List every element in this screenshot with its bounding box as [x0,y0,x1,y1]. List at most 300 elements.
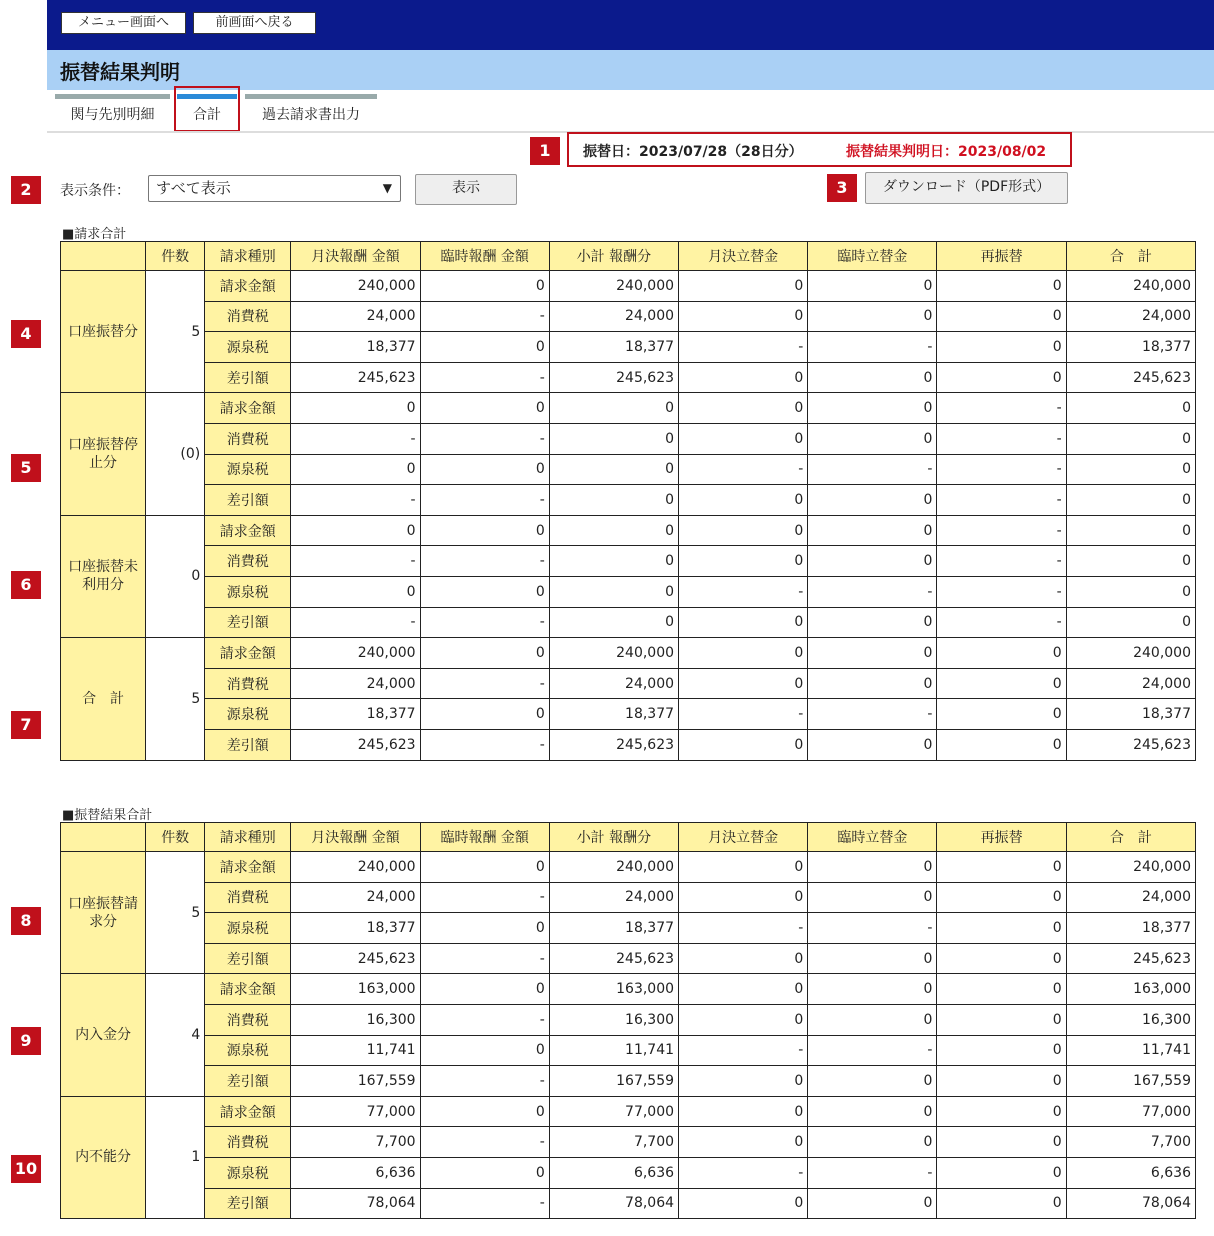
value-cell: - [679,1157,808,1188]
table-row [61,423,1196,454]
value-cell: 245,623 [1066,729,1195,760]
value-cell: 0 [679,423,808,454]
value-cell: 0 [679,1066,808,1097]
value-cell: 0 [679,852,808,883]
value-cell: 0 [1066,485,1195,516]
column-header: 件数 [146,242,205,271]
value-cell: 0 [679,301,808,332]
row-type: 源泉税 [205,1035,291,1066]
page-title: 振替結果判明 [60,60,180,84]
transfer-total-title: ■振替結果合計 [62,808,153,823]
value-cell: 0 [549,607,678,638]
value-cell: - [808,576,937,607]
value-cell: - [937,607,1066,638]
value-cell: 167,559 [291,1066,420,1097]
row-type: 源泉税 [205,454,291,485]
table-row [61,1188,1196,1219]
value-cell: 0 [679,668,808,699]
value-cell: 0 [808,852,937,883]
column-header: 臨時立替金 [808,242,937,271]
value-cell: 18,377 [1066,699,1195,730]
group-label: 口座振替停止分 [61,393,146,515]
value-cell: 0 [937,668,1066,699]
table-row [61,1066,1196,1097]
value-cell: 0 [1066,423,1195,454]
marker-5: 5 [11,454,41,482]
value-cell: 24,000 [549,882,678,913]
value-cell: 163,000 [549,974,678,1005]
value-cell: 6,636 [549,1157,678,1188]
marker-8: 8 [11,907,41,935]
table-row [61,852,1196,883]
value-cell: - [808,1035,937,1066]
table-row [61,515,1196,546]
value-cell: 16,300 [1066,1004,1195,1035]
value-cell: - [291,607,420,638]
group-label: 内入金分 [61,974,146,1096]
value-cell: 0 [937,1157,1066,1188]
menu-screen-button[interactable]: メニュー画面へ [61,12,186,34]
value-cell: - [679,913,808,944]
value-cell: 0 [1066,454,1195,485]
value-cell: - [937,393,1066,424]
row-type: 請求金額 [205,271,291,302]
chevron-down-icon: ▼ [382,181,392,195]
column-header: 臨時立替金 [808,823,937,852]
highlight-total-tab [174,86,240,132]
value-cell: 0 [679,638,808,669]
value-cell: 0 [808,1066,937,1097]
value-cell: - [937,576,1066,607]
value-cell: 24,000 [1066,882,1195,913]
back-button[interactable]: 前画面へ戻る [193,12,316,34]
row-type: 差引額 [205,729,291,760]
table-row [61,607,1196,638]
row-type: 源泉税 [205,699,291,730]
value-cell: 0 [937,1035,1066,1066]
group-count: 0 [146,515,205,637]
value-cell: 0 [937,699,1066,730]
value-cell: - [679,332,808,363]
value-cell: 0 [1066,576,1195,607]
table-row [61,362,1196,393]
value-cell: - [420,1066,549,1097]
value-cell: - [808,454,937,485]
value-cell: 7,700 [1066,1127,1195,1158]
download-pdf-button[interactable]: ダウンロード（PDF形式） [865,172,1068,204]
row-type: 源泉税 [205,332,291,363]
row-type: 消費税 [205,423,291,454]
row-type: 差引額 [205,1188,291,1219]
tab-total[interactable]: 合計 [177,94,237,131]
value-cell: 18,377 [291,913,420,944]
value-cell: 163,000 [291,974,420,1005]
select-value: すべて表示 [156,179,231,197]
value-cell: - [420,668,549,699]
row-type: 差引額 [205,943,291,974]
value-cell: 6,636 [291,1157,420,1188]
value-cell: - [937,515,1066,546]
value-cell: 0 [808,362,937,393]
value-cell: - [808,1157,937,1188]
value-cell: 0 [420,638,549,669]
value-cell: 0 [291,393,420,424]
transfer-date: 振替日：2023/07/28（28日分） [583,144,803,160]
value-cell: 0 [679,393,808,424]
value-cell: 6,636 [1066,1157,1195,1188]
value-cell: 0 [1066,515,1195,546]
table-row [61,882,1196,913]
row-type: 消費税 [205,301,291,332]
value-cell: - [679,454,808,485]
value-cell: 0 [937,943,1066,974]
group-count: 5 [146,638,205,760]
value-cell: 0 [1066,393,1195,424]
value-cell: 11,741 [549,1035,678,1066]
group-label: 口座振替分 [61,271,146,393]
value-cell: 18,377 [549,913,678,944]
table-row [61,943,1196,974]
value-cell: 24,000 [291,882,420,913]
table-row [61,974,1196,1005]
table-row [61,576,1196,607]
value-cell: 77,000 [1066,1096,1195,1127]
value-cell: 0 [679,546,808,577]
value-cell: 7,700 [549,1127,678,1158]
value-cell: 24,000 [291,668,420,699]
value-cell: 0 [420,1035,549,1066]
table-row [61,1004,1196,1035]
row-type: 消費税 [205,1004,291,1035]
value-cell: 0 [937,913,1066,944]
value-cell: 0 [420,515,549,546]
display-condition-select[interactable] [148,175,401,202]
value-cell: 0 [549,485,678,516]
value-cell: 24,000 [291,301,420,332]
row-type: 源泉税 [205,913,291,944]
value-cell: 0 [808,393,937,424]
value-cell: - [937,423,1066,454]
value-cell: 0 [808,668,937,699]
value-cell: 0 [808,1004,937,1035]
value-cell: 77,000 [291,1096,420,1127]
value-cell: 0 [808,882,937,913]
value-cell: 0 [679,271,808,302]
value-cell: 24,000 [1066,668,1195,699]
value-cell: 163,000 [1066,974,1195,1005]
value-cell: 0 [937,1066,1066,1097]
value-cell: 0 [420,974,549,1005]
column-header: 再振替 [937,242,1066,271]
filter-label: 表示条件： [60,183,130,199]
value-cell: 0 [679,1188,808,1219]
billing-total-title: ■請求合計 [62,227,127,242]
value-cell: 0 [420,1096,549,1127]
value-cell: 0 [808,974,937,1005]
value-cell: 0 [679,515,808,546]
table-row [61,668,1196,699]
table-row [61,546,1196,577]
value-cell: - [420,882,549,913]
value-cell: 0 [420,271,549,302]
row-type: 消費税 [205,668,291,699]
row-type: 消費税 [205,546,291,577]
row-type: 消費税 [205,1127,291,1158]
billing-total-table [60,241,1196,761]
value-cell: - [420,729,549,760]
value-cell: 0 [420,576,549,607]
value-cell: 24,000 [1066,301,1195,332]
column-header: 再振替 [937,823,1066,852]
header-blank [61,242,146,271]
value-cell: 0 [937,1004,1066,1035]
value-cell: 240,000 [291,271,420,302]
value-cell: 0 [420,1157,549,1188]
value-cell: 78,064 [1066,1188,1195,1219]
column-header: 請求種別 [205,242,291,271]
value-cell: 0 [549,546,678,577]
value-cell: 0 [937,882,1066,913]
value-cell: - [808,332,937,363]
value-cell: 240,000 [549,852,678,883]
value-cell: 0 [937,1096,1066,1127]
value-cell: 0 [420,852,549,883]
value-cell: 0 [1066,546,1195,577]
table-row [61,699,1196,730]
value-cell: 0 [808,729,937,760]
value-cell: - [420,943,549,974]
value-cell: 18,377 [1066,913,1195,944]
value-cell: 0 [937,852,1066,883]
table-row [61,1096,1196,1127]
value-cell: 0 [808,271,937,302]
value-cell: 0 [937,301,1066,332]
value-cell: - [679,1035,808,1066]
column-header: 小計 報酬分 [549,242,678,271]
column-header: 月決立替金 [679,242,808,271]
marker-7: 7 [11,711,41,739]
value-cell: 0 [808,1096,937,1127]
value-cell: 0 [549,515,678,546]
value-cell: 240,000 [291,638,420,669]
marker-1: 1 [530,137,560,165]
value-cell: 0 [549,454,678,485]
value-cell: 0 [808,607,937,638]
column-header: 月決立替金 [679,823,808,852]
value-cell: 240,000 [291,852,420,883]
value-cell: 167,559 [1066,1066,1195,1097]
value-cell: 0 [937,638,1066,669]
value-cell: 0 [808,301,937,332]
value-cell: 18,377 [549,332,678,363]
row-type: 源泉税 [205,1157,291,1188]
value-cell: 245,623 [549,943,678,974]
row-type: 請求金額 [205,1096,291,1127]
value-cell: 18,377 [549,699,678,730]
show-button[interactable]: 表示 [415,174,517,205]
value-cell: 240,000 [1066,638,1195,669]
row-type: 差引額 [205,485,291,516]
value-cell: - [420,423,549,454]
row-type: 源泉税 [205,576,291,607]
value-cell: 0 [679,943,808,974]
value-cell: 0 [679,1127,808,1158]
table-row [61,1035,1196,1066]
value-cell: 18,377 [291,332,420,363]
group-count: 1 [146,1096,205,1218]
value-cell: 0 [808,515,937,546]
value-cell: 0 [808,1127,937,1158]
value-cell: 0 [679,729,808,760]
tab-client-details[interactable]: 関与先別明細 [55,94,170,131]
value-cell: 0 [808,546,937,577]
value-cell: 11,741 [291,1035,420,1066]
group-label: 内不能分 [61,1096,146,1218]
row-type: 請求金額 [205,974,291,1005]
table-row [61,332,1196,363]
value-cell: 245,623 [291,943,420,974]
value-cell: - [420,1004,549,1035]
value-cell: - [937,485,1066,516]
value-cell: 0 [1066,607,1195,638]
value-cell: - [679,699,808,730]
value-cell: 16,300 [549,1004,678,1035]
value-cell: - [420,546,549,577]
value-cell: 78,064 [549,1188,678,1219]
value-cell: 0 [808,943,937,974]
value-cell: 11,741 [1066,1035,1195,1066]
column-header: 請求種別 [205,823,291,852]
transfer-total-table [60,822,1196,1219]
value-cell: 18,377 [1066,332,1195,363]
value-cell: 0 [679,362,808,393]
value-cell: 0 [549,423,678,454]
value-cell: 240,000 [549,271,678,302]
value-cell: 16,300 [291,1004,420,1035]
table-row [61,271,1196,302]
marker-6: 6 [11,571,41,599]
value-cell: 0 [549,393,678,424]
value-cell: 0 [679,485,808,516]
value-cell: 0 [291,454,420,485]
row-type: 請求金額 [205,852,291,883]
value-cell: 0 [808,1188,937,1219]
value-cell: 245,623 [1066,362,1195,393]
value-cell: 245,623 [1066,943,1195,974]
value-cell: 7,700 [291,1127,420,1158]
column-header: 月決報酬 金額 [291,242,420,271]
tab-past-invoice-output[interactable]: 過去請求書出力 [245,94,377,131]
marker-2: 2 [11,176,41,204]
value-cell: 0 [291,576,420,607]
table-row [61,638,1196,669]
value-cell: - [420,301,549,332]
table-row [61,454,1196,485]
value-cell: 0 [937,332,1066,363]
value-cell: 245,623 [291,362,420,393]
row-type: 消費税 [205,882,291,913]
row-type: 差引額 [205,1066,291,1097]
value-cell: 0 [549,576,678,607]
value-cell: - [420,485,549,516]
table-row [61,729,1196,760]
value-cell: - [937,454,1066,485]
value-cell: 0 [937,1127,1066,1158]
group-label: 口座振替未利用分 [61,515,146,637]
result-date: 振替結果判明日：2023/08/02 [846,144,1047,160]
value-cell: 0 [679,1004,808,1035]
value-cell: - [420,1127,549,1158]
table-row [61,301,1196,332]
group-count: (0) [146,393,205,515]
top-nav-bar [47,0,1214,50]
table-row [61,393,1196,424]
value-cell: 240,000 [549,638,678,669]
header-blank [61,823,146,852]
column-header: 月決報酬 金額 [291,823,420,852]
value-cell: - [420,607,549,638]
value-cell: - [291,423,420,454]
column-header: 件数 [146,823,205,852]
row-type: 請求金額 [205,515,291,546]
value-cell: 0 [808,423,937,454]
value-cell: 0 [679,882,808,913]
value-cell: 0 [937,271,1066,302]
value-cell: 78,064 [291,1188,420,1219]
value-cell: 0 [420,913,549,944]
row-type: 差引額 [205,362,291,393]
marker-9: 9 [11,1027,41,1055]
value-cell: - [291,485,420,516]
value-cell: - [808,699,937,730]
value-cell: 24,000 [549,301,678,332]
group-count: 5 [146,271,205,393]
value-cell: - [679,576,808,607]
value-cell: 240,000 [1066,852,1195,883]
value-cell: 24,000 [549,668,678,699]
title-bar [47,50,1214,90]
marker-4: 4 [11,320,41,348]
value-cell: 0 [291,515,420,546]
row-type: 差引額 [205,607,291,638]
value-cell: - [420,362,549,393]
value-cell: 245,623 [291,729,420,760]
row-type: 請求金額 [205,638,291,669]
value-cell: 0 [679,974,808,1005]
column-header: 臨時報酬 金額 [420,242,549,271]
group-count: 5 [146,852,205,974]
group-label: 合 計 [61,638,146,760]
value-cell: 240,000 [1066,271,1195,302]
value-cell: 0 [937,729,1066,760]
value-cell: 0 [420,332,549,363]
value-cell: 0 [937,1188,1066,1219]
value-cell: - [937,546,1066,577]
table-row [61,1157,1196,1188]
table-row [61,485,1196,516]
value-cell: 0 [937,362,1066,393]
value-cell: 0 [420,454,549,485]
marker-10: 10 [11,1155,41,1183]
column-header: 合 計 [1066,242,1195,271]
value-cell: 0 [420,699,549,730]
column-header: 小計 報酬分 [549,823,678,852]
value-cell: 167,559 [549,1066,678,1097]
value-cell: - [291,546,420,577]
table-row [61,1127,1196,1158]
value-cell: 0 [808,638,937,669]
value-cell: 18,377 [291,699,420,730]
